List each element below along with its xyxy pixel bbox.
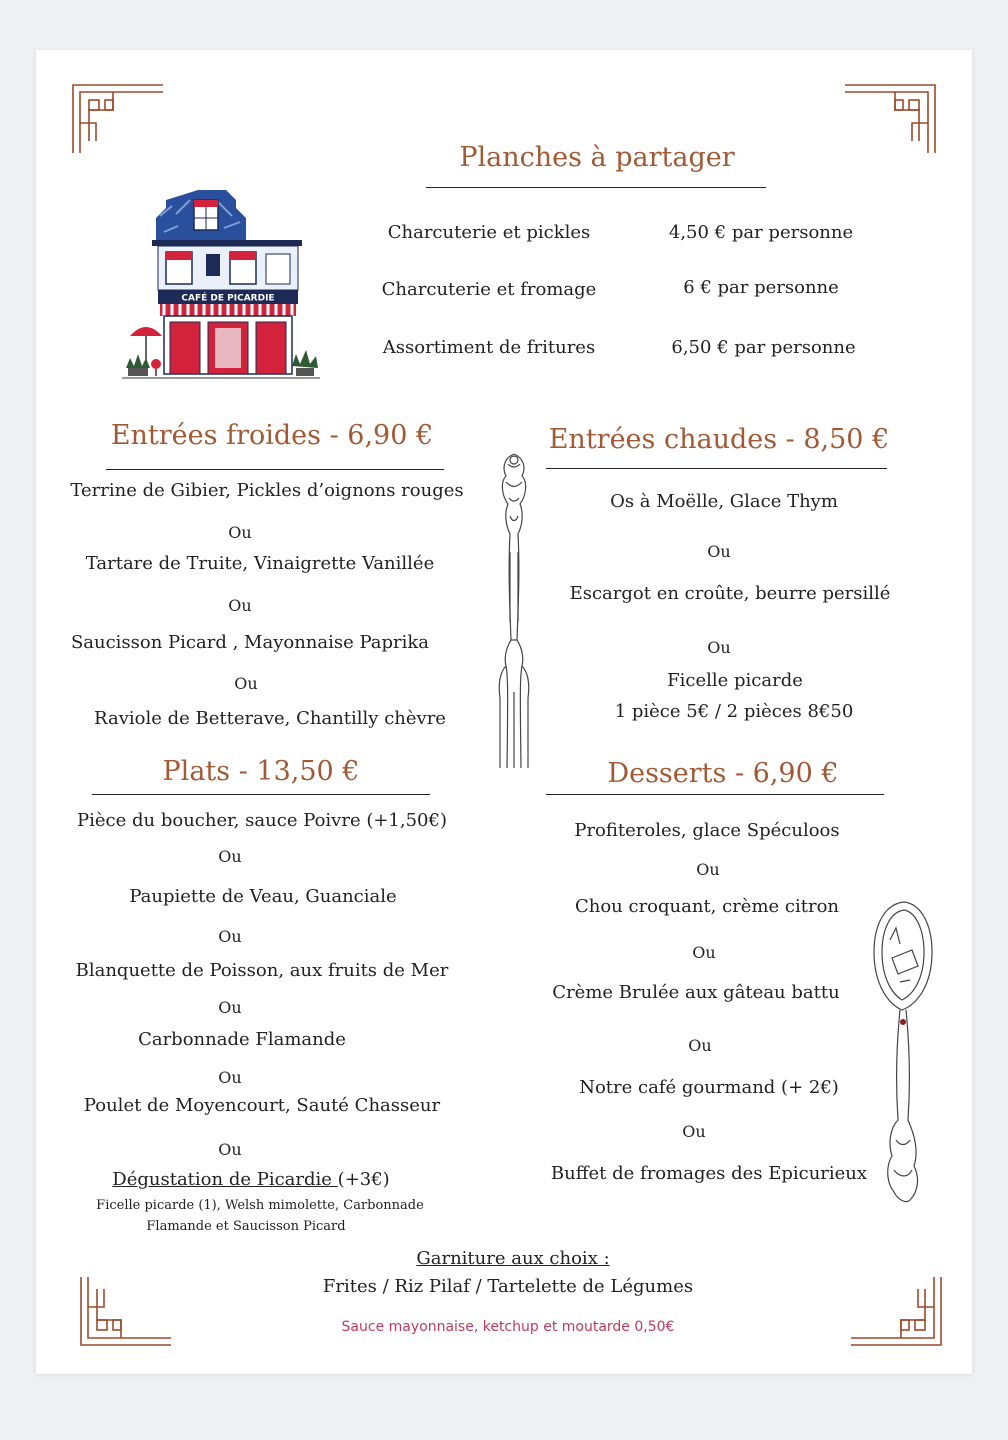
sauce-supplement: Sauce mayonnaise, ketchup et moutarde 0,50€ [341, 1319, 675, 1335]
entrees-chaudes-title: Entrées chaudes - 8,50 € [548, 424, 890, 455]
separator-ou: Ou [682, 1122, 706, 1141]
menu-item: Carbonnade Flamande [138, 1029, 346, 1050]
separator-ou: Ou [218, 998, 242, 1017]
spoon-illustration [870, 900, 940, 1206]
separator-ou: Ou [688, 1036, 712, 1055]
menu-item: Crème Brulée aux gâteau battu [552, 982, 840, 1003]
plats-underline [92, 794, 430, 795]
desserts-title: Desserts - 6,90 € [607, 758, 839, 789]
degustation-supplement: (+3€) [337, 1169, 390, 1190]
desserts-underline [546, 794, 884, 795]
menu-item: Buffet de fromages des Epicurieux [550, 1163, 868, 1184]
menu-item: Os à Moëlle, Glace Thym [610, 491, 838, 512]
separator-ou: Ou [228, 523, 252, 542]
separator-ou: Ou [234, 674, 258, 693]
planches-title-underline [426, 187, 766, 188]
entrees-froides-underline [106, 469, 444, 470]
menu-item: Paupiette de Veau, Guanciale [129, 886, 397, 907]
separator-ou: Ou [218, 1140, 242, 1159]
planche-price: 6 € par personne [683, 277, 839, 298]
menu-page [36, 50, 972, 1374]
entrees-froides-title: Entrées froides - 6,90 € [110, 420, 434, 451]
separator-ou: Ou [707, 542, 731, 561]
menu-item: Notre café gourmand (+ 2€) [579, 1077, 839, 1098]
planche-price: 4,50 € par personne [668, 222, 854, 243]
separator-ou: Ou [707, 638, 731, 657]
degustation-item [90, 1169, 412, 1190]
entrees-chaudes-underline [546, 468, 887, 469]
separator-ou: Ou [228, 596, 252, 615]
menu-item: Raviole de Betterave, Chantilly chèvre [94, 708, 446, 729]
planche-name: Charcuterie et pickles [387, 222, 591, 243]
corner-ornament-top-right [842, 83, 937, 155]
menu-item: Chou croquant, crème citron [574, 896, 840, 917]
degustation-description: Ficelle picarde (1), Welsh mimolette, Carbonnade [96, 1198, 424, 1213]
garniture-options: Frites / Riz Pilaf / Tartelette de Légumes [322, 1276, 694, 1297]
separator-ou: Ou [696, 860, 720, 879]
menu-item: Tartare de Truite, Vinaigrette Vanillée [85, 553, 435, 574]
planche-price: 6,50 € par personne [671, 337, 856, 358]
garniture-title: Garniture aux choix : [416, 1248, 610, 1269]
separator-ou: Ou [218, 847, 242, 866]
separator-ou: Ou [218, 1068, 242, 1087]
plats-title: Plats - 13,50 € [162, 756, 360, 787]
planches-title: Planches à partager [459, 142, 735, 173]
menu-item-detail: 1 pièce 5€ / 2 pièces 8€50 [614, 701, 854, 722]
separator-ou: Ou [692, 943, 716, 962]
menu-item: Poulet de Moyencourt, Sauté Chasseur [83, 1095, 441, 1116]
planche-name: Charcuterie et fromage [381, 279, 597, 300]
cafe-illustration [120, 188, 320, 383]
menu-item: Terrine de Gibier, Pickles d’oignons rouges [70, 480, 464, 501]
menu-item: Ficelle picarde [667, 670, 803, 691]
menu-item: Blanquette de Poisson, aux fruits de Mer [75, 960, 449, 981]
degustation-label: Dégustation de Picardie [112, 1169, 338, 1190]
menu-item: Escargot en croûte, beurre persillé [569, 583, 891, 604]
corner-ornament-bottom-left [79, 1275, 174, 1347]
menu-item: Saucisson Picard , Mayonnaise Paprika [70, 632, 430, 653]
degustation-description: Flamande et Saucisson Picard [146, 1219, 346, 1234]
planche-name: Assortiment de fritures [382, 337, 596, 358]
corner-ornament-top-left [71, 83, 166, 155]
separator-ou: Ou [218, 927, 242, 946]
corner-ornament-bottom-right [848, 1275, 943, 1347]
menu-item: Pièce du boucher, sauce Poivre (+1,50€) [77, 810, 447, 831]
menu-item: Profiteroles, glace Spéculoos [574, 820, 840, 841]
cafe-sign: CAFÉ DE PICARDIE [181, 293, 275, 304]
